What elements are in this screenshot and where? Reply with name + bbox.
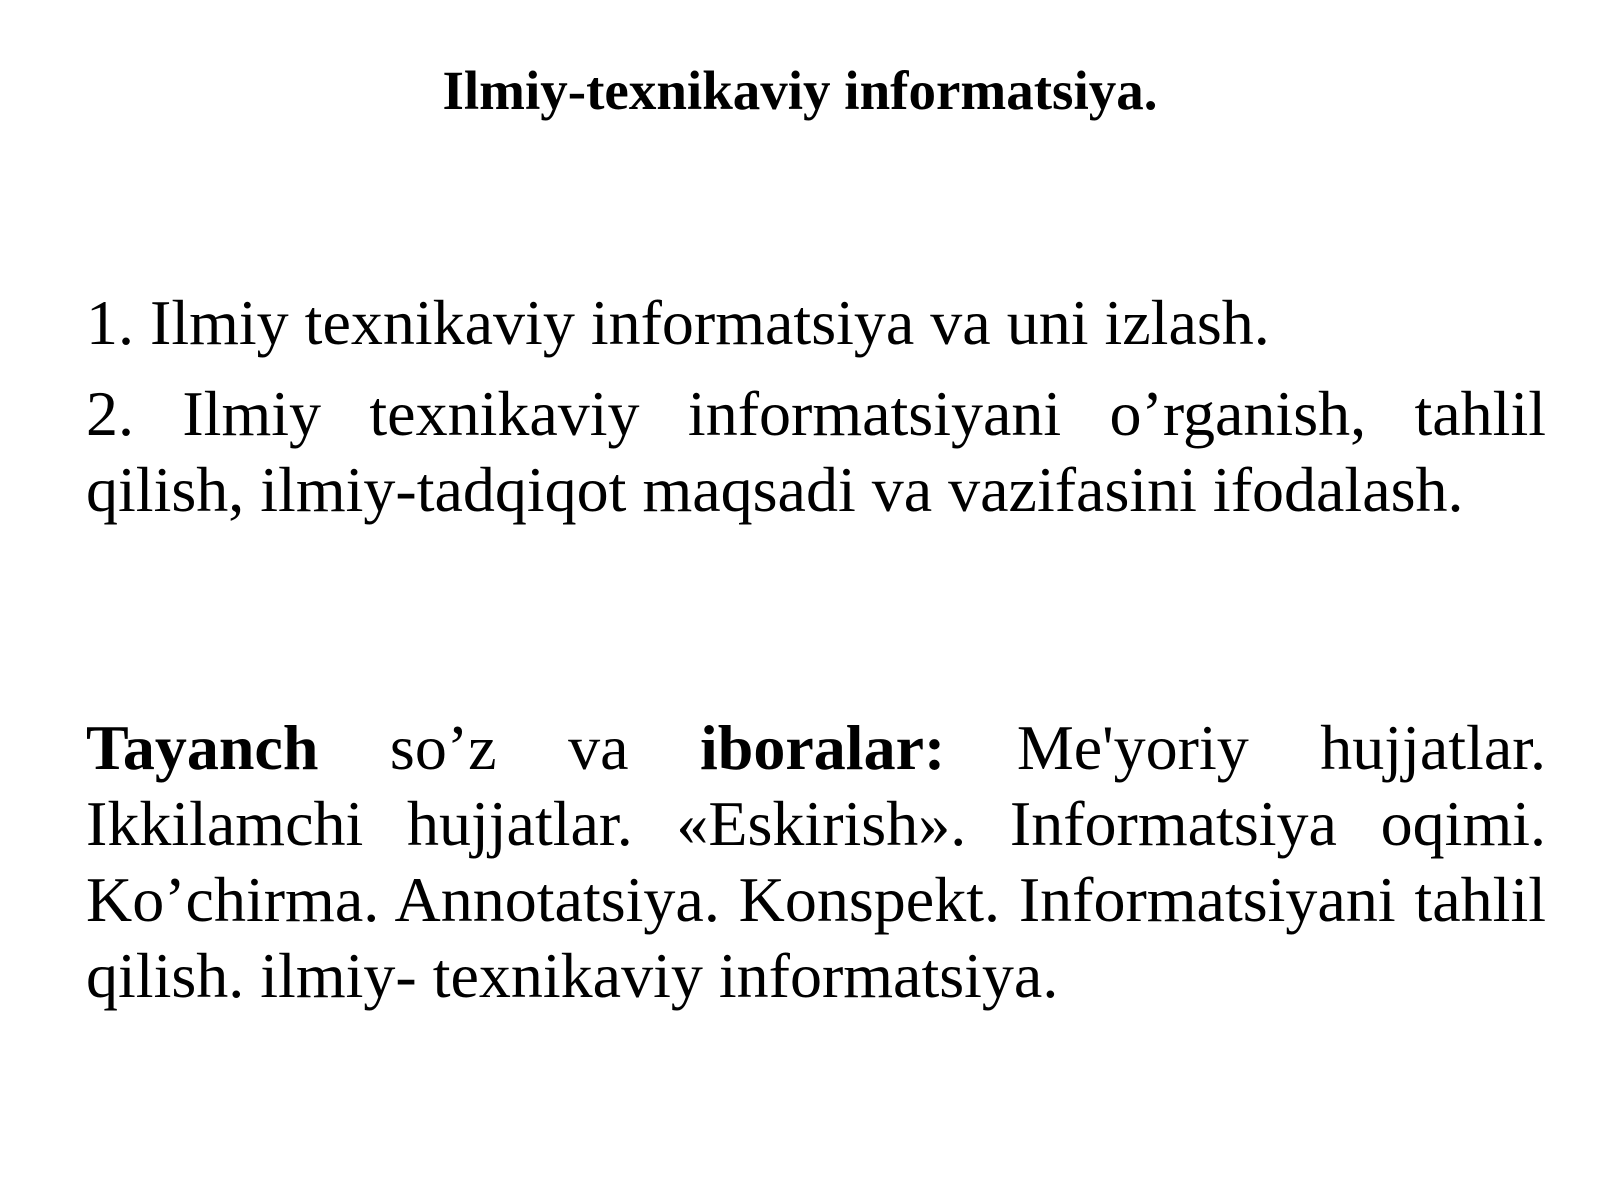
page-title: Ilmiy-texnikaviy informatsiya. [442, 60, 1158, 121]
keywords-paragraph [86, 710, 1546, 1014]
keywords-label-plain: so’z va [318, 712, 701, 783]
keywords-label-bold-2: iboralar: [700, 712, 946, 783]
keywords-label-bold-1: Tayanch [86, 712, 319, 783]
list-item-1: 1. Ilmiy texnikaviy informatsiya va uni izlash. [86, 287, 1270, 358]
keywords-text: Me'yoriy hujjatlar. Ikkilamchi hujjatlar. «Eskirish». Informatsiya oqimi. Ko’chirma. Annotatsiya. Konspekt. Informatsiyani tahlil qilish. ilmiy- texnikaviy informatsiya. [86, 712, 1547, 1011]
list-item-2: 2. Ilmiy texnikaviy informatsiyani o’rganish, tahlil qilish, ilmiy-tadqiqot maqsadi va vazifasini ifodalash. [86, 378, 1546, 525]
